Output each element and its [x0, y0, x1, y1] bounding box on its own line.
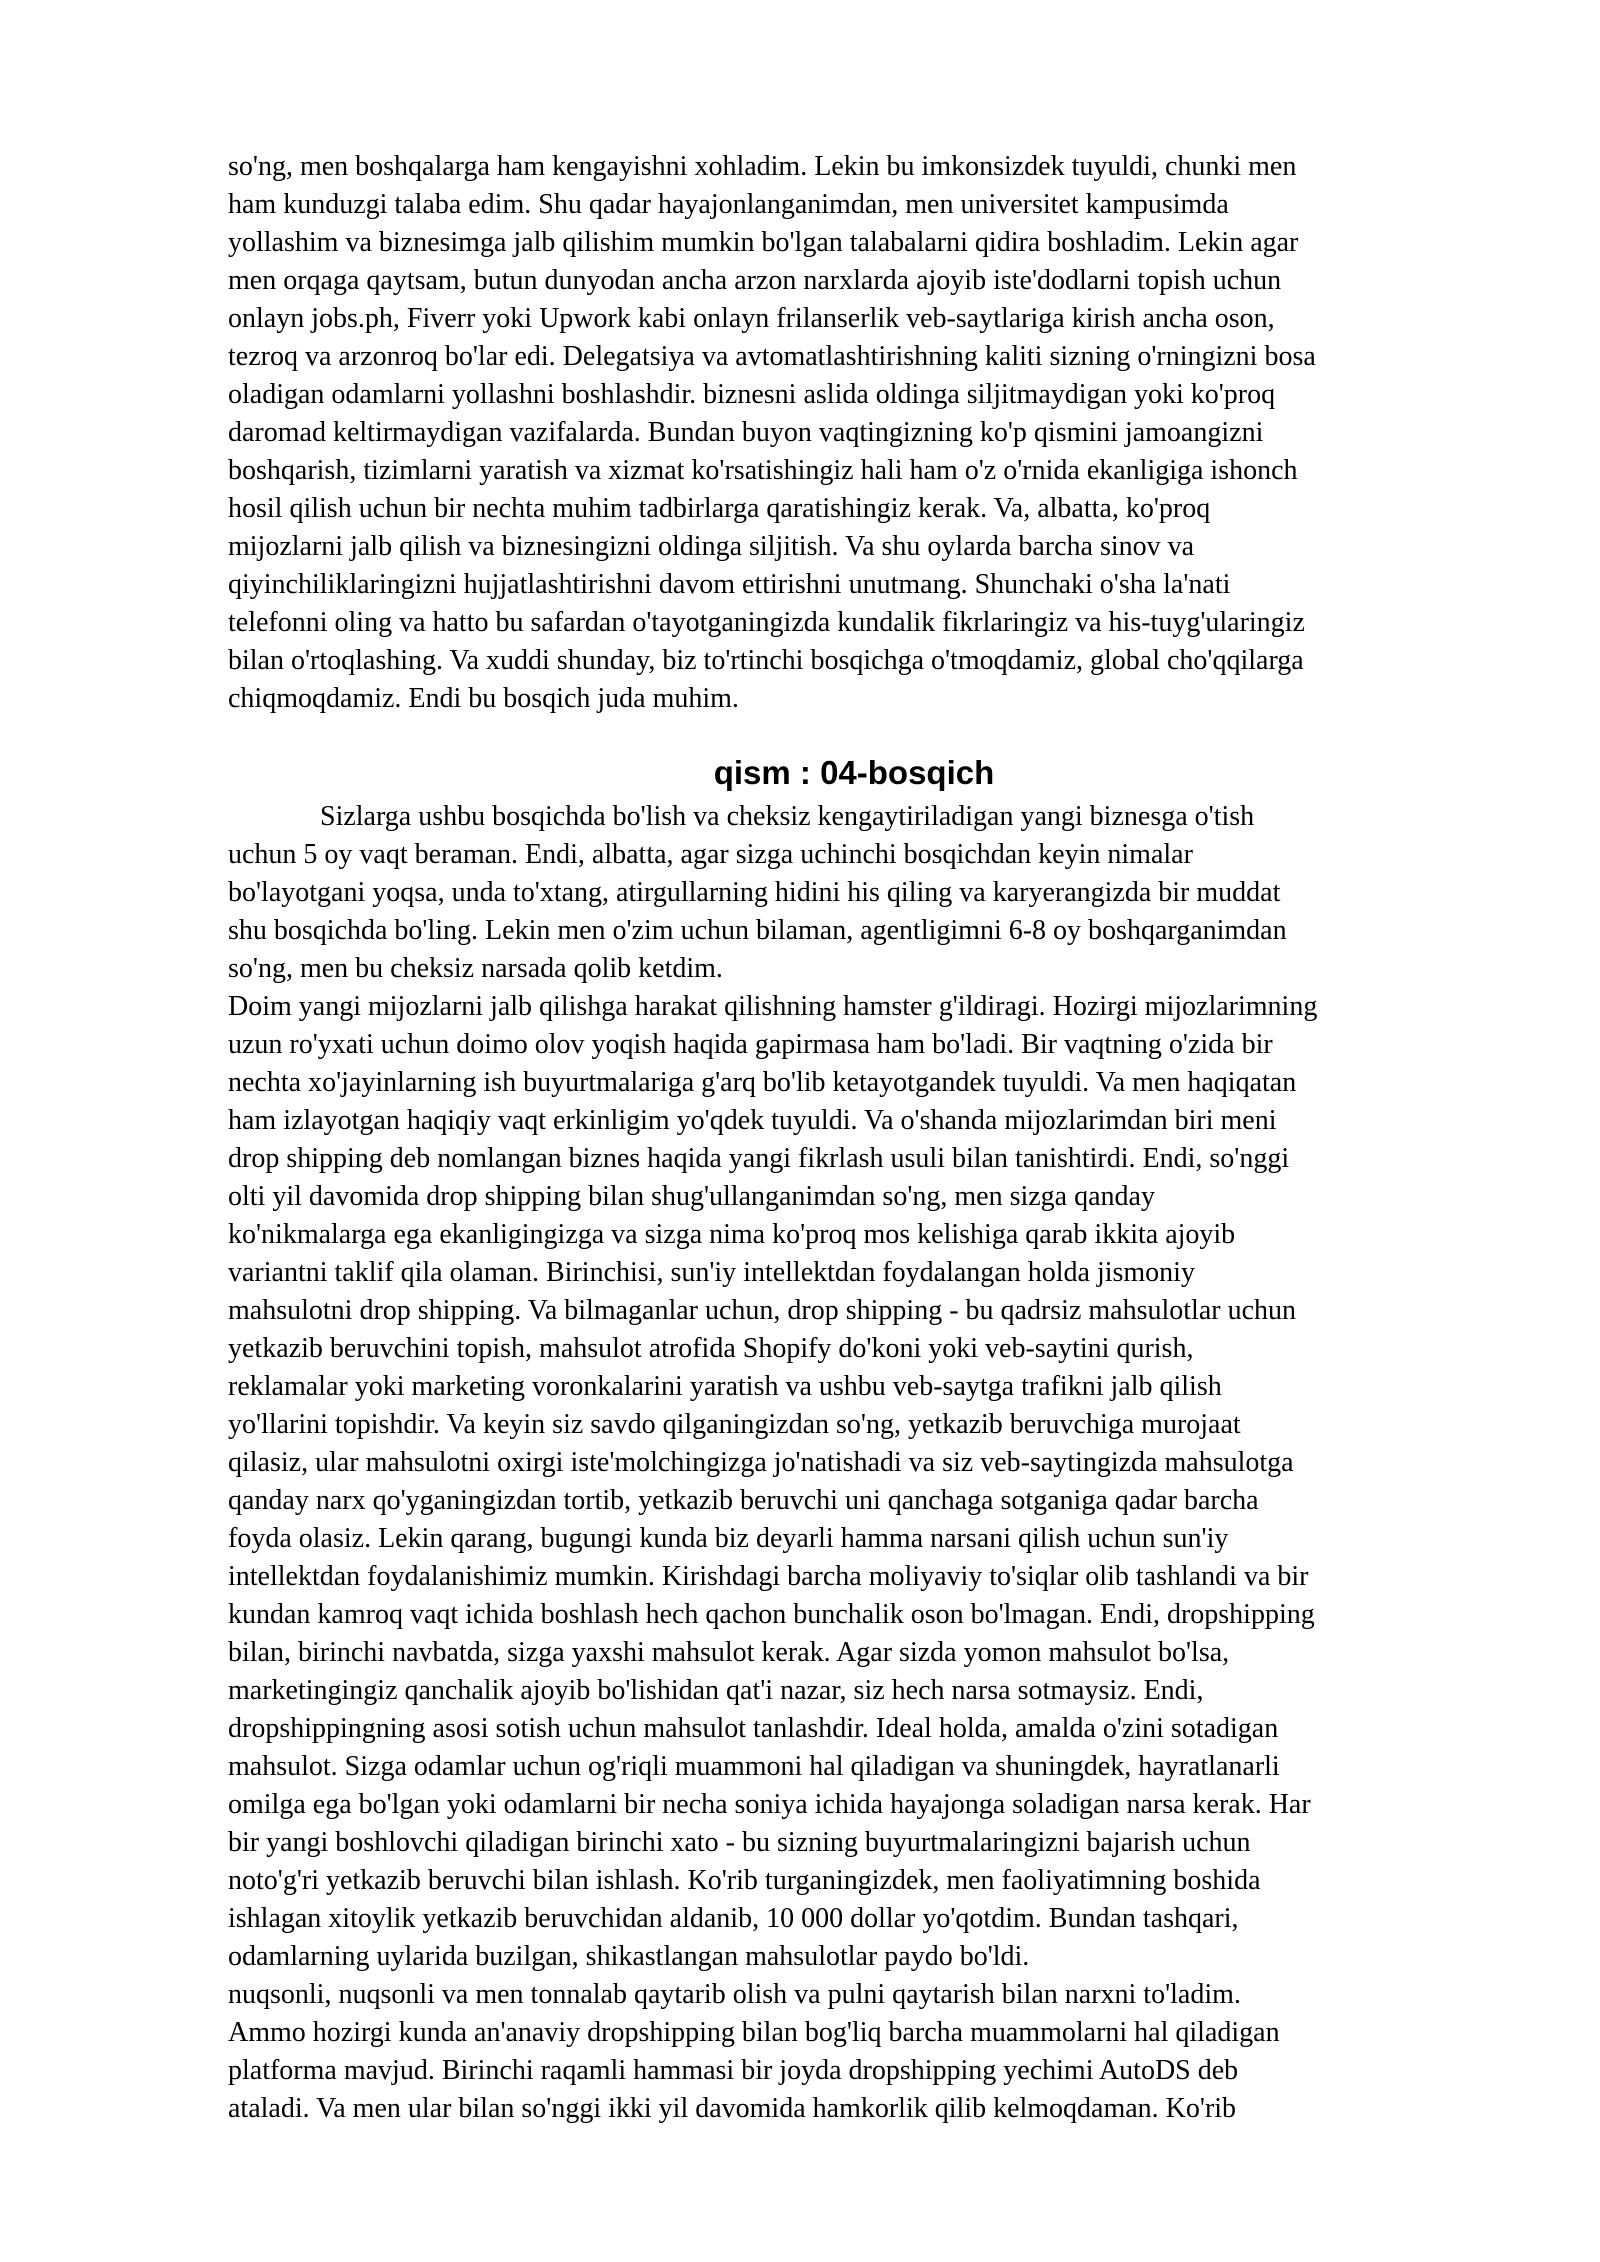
text-line: chiqmoqdamiz. Endi bu bosqich juda muhim.	[228, 683, 739, 714]
text-line: bir yangi boshlovchi qiladigan birinchi xato - bu sizning buyurtmalaringizni bajarish uchun	[228, 1827, 1251, 1858]
text-line: marketingingiz qanchalik ajoyib bo'lishidan qat'i nazar, siz hech narsa sotmaysiz. Endi,	[228, 1675, 1204, 1706]
text-line: variantni taklif qila olaman. Birinchisi, sun'iy intellektdan foydalangan holda jismoniy	[228, 1257, 1195, 1288]
text-line: ataladi. Va men ular bilan so'nggi ikki yil davomida hamkorlik qilib kelmoqdaman. Ko'rib	[228, 2093, 1237, 2124]
text-line: bo'layotgani yoqsa, unda to'xtang, atirgullarning hidini his qiling va karyerangizda bir muddat	[228, 877, 1281, 908]
text-line: nechta xo'jayinlarning ish buyurtmalariga g'arq bo'lib ketayotgandek tuyuldi. Va men haqiqatan	[228, 1067, 1297, 1098]
text-line: dropshippingning asosi sotish uchun mahsulot tanlashdir. Ideal holda, amalda o'zini sotadigan	[228, 1713, 1279, 1744]
text-block	[228, 148, 1480, 2128]
text-line: mijozlarni jalb qilish va biznesingizni oldinga siljitish. Va shu oylarda barcha sinov va	[228, 531, 1195, 562]
text-line: platforma mavjud. Birinchi raqamli hammasi bir joyda dropshipping yechimi AutoDS deb	[228, 2055, 1239, 2086]
text-line: odamlarning uylarida buzilgan, shikastlangan mahsulotlar paydo bo'ldi.	[228, 1941, 1030, 1972]
paragraph-3	[228, 988, 1480, 2128]
text-line: yetkazib beruvchini topish, mahsulot atrofida Shopify do'koni yoki veb-saytini qurish,	[228, 1333, 1194, 1364]
text-line: foyda olasiz. Lekin qarang, bugungi kunda biz deyarli hamma narsani qilish uchun sun'iy	[228, 1523, 1229, 1554]
text-line: noto'g'ri yetkazib beruvchi bilan ishlash. Ko'rib turganingizdek, men faoliyatimning boshida	[228, 1865, 1261, 1896]
text-line: Sizlarga ushbu bosqichda bo'lish va cheksiz kengaytiriladigan yangi biznesga o'tish	[320, 801, 1255, 832]
text-line: qilasiz, ular mahsulotni oxirgi iste'molchingizga jo'natishadi va siz veb-saytingizda mahsulotga	[228, 1447, 1294, 1478]
text-line: so'ng, men boshqalarga ham kengayishni xohladim. Lekin bu imkonsizdek tuyuldi, chunki men	[228, 151, 1297, 182]
text-line: nuqsonli, nuqsonli va men tonnalab qaytarib olish va pulni qaytarish bilan narxni to'ladim.	[228, 1979, 1241, 2010]
text-line: ishlagan xitoylik yetkazib beruvchidan aldanib, 10 000 dollar yo'qotdim. Bundan tashqari,	[228, 1903, 1239, 1934]
text-line: mahsulot. Sizga odamlar uchun og'riqli muammoni hal qiladigan va shuningdek, hayratlanarli	[228, 1751, 1280, 1782]
section-heading: qism : 04-bosqich	[713, 754, 995, 791]
text-line: bilan, birinchi navbatda, sizga yaxshi mahsulot kerak. Agar sizda yomon mahsulot bo'lsa,	[228, 1637, 1230, 1668]
text-line: mahsulotni drop shipping. Va bilmaganlar uchun, drop shipping - bu qadrsiz mahsulotlar uchun	[228, 1295, 1296, 1326]
text-line: uchun 5 oy vaqt beraman. Endi, albatta, agar sizga uchinchi bosqichdan keyin nimalar	[228, 839, 1193, 870]
text-line: ham kunduzgi talaba edim. Shu qadar hayajonlanganimdan, men universitet kampusimda	[228, 189, 1229, 220]
text-line: yo'llarini topishdir. Va keyin siz savdo qilganingizdan so'ng, yetkazib beruvchiga murojaat	[228, 1409, 1241, 1440]
text-line: intellektdan foydalanishimiz mumkin. Kirishdagi barcha moliyaviy to'siqlar olib tashlandi va bir	[228, 1561, 1309, 1592]
text-line: onlayn jobs.ph, Fiverr yoki Upwork kabi onlayn frilanserlik veb-saytlariga kirish ancha oson,	[228, 303, 1275, 334]
text-line: kundan kamroq vaqt ichida boshlash hech qachon bunchalik oson bo'lmagan. Endi, dropshipping	[228, 1599, 1315, 1630]
text-line: boshqarish, tizimlarni yaratish va xizmat ko'rsatishingiz hali ham o'z o'rnida ekanligiga ishonch	[228, 455, 1298, 486]
text-line: ko'nikmalarga ega ekanligingizga va sizga nima ko'proq mos kelishiga qarab ikkita ajoyib	[228, 1219, 1236, 1250]
text-line: so'ng, men bu cheksiz narsada qolib ketdim.	[228, 953, 723, 984]
text-line: oladigan odamlarni yollashni boshlashdir. biznesni aslida oldinga siljitmaydigan yoki ko'proq	[228, 379, 1276, 410]
paragraph-2	[228, 798, 1480, 988]
text-line: men orqaga qaytsam, butun dunyodan ancha arzon narxlarda ajoyib iste'dodlarni topish uchun	[228, 265, 1282, 296]
text-line: tezroq va arzonroq bo'lar edi. Delegatsiya va avtomatlashtirishning kaliti sizning o'rningizni bosa	[228, 341, 1316, 372]
text-line: yollashim va biznesimga jalb qilishim mumkin bo'lgan talabalarni qidira boshladim. Lekin agar	[228, 227, 1299, 258]
text-line: daromad keltirmaydigan vazifalarda. Bundan buyon vaqtingizning ko'p qismini jamoangizni	[228, 417, 1264, 448]
text-line: Ammo hozirgi kunda an'anaviy dropshipping bilan bog'liq barcha muammolarni hal qiladigan	[228, 2017, 1280, 2048]
paragraph-1	[228, 148, 1480, 718]
text-line: ham izlayotgan haqiqiy vaqt erkinligim yo'qdek tuyuldi. Va o'shanda mijozlarimdan biri meni	[228, 1105, 1277, 1136]
text-line: omilga ega bo'lgan yoki odamlarni bir necha soniya ichida hayajonga soladigan narsa kerak. Har	[228, 1789, 1311, 1820]
text-line: uzun ro'yxati uchun doimo olov yoqish haqida gapirmasa ham bo'ladi. Bir vaqtning o'zida bir	[228, 1029, 1273, 1060]
text-line: olti yil davomida drop shipping bilan shug'ullanganimdan so'ng, men sizga qanday	[228, 1181, 1155, 1212]
text-line: telefonni oling va hatto bu safardan o'tayotganingizda kundalik fikrlaringiz va his-tuyg'ularingiz	[228, 607, 1305, 638]
text-line: hosil qilish uchun bir nechta muhim tadbirlarga qaratishingiz kerak. Va, albatta, ko'proq	[228, 493, 1211, 524]
text-line: qanday narx qo'yganingizdan tortib, yetkazib beruvchi uni qanchaga sotganiga qadar barcha	[228, 1485, 1259, 1516]
text-line: qiyinchiliklaringizni hujjatlashtirishni davom ettirishni unutmang. Shunchaki o'sha la'nati	[228, 569, 1231, 600]
text-line: bilan o'rtoqlashing. Va xuddi shunday, biz to'rtinchi bosqichga o'tmoqdamiz, global cho'qqilarga	[228, 645, 1304, 676]
text-line: Doim yangi mijozlarni jalb qilishga harakat qilishning hamster g'ildiragi. Hozirgi mijozlarimning	[228, 991, 1318, 1022]
text-line: shu bosqichda bo'ling. Lekin men o'zim uchun bilaman, agentligimni 6-8 oy boshqarganimdan	[228, 915, 1287, 946]
text-line: drop shipping deb nomlangan biznes haqida yangi fikrlash usuli bilan tanishtirdi. Endi, so'nggi	[228, 1143, 1290, 1174]
text-line: reklamalar yoki marketing voronkalarini yaratish va ushbu veb-saytga trafikni jalb qilish	[228, 1371, 1222, 1402]
